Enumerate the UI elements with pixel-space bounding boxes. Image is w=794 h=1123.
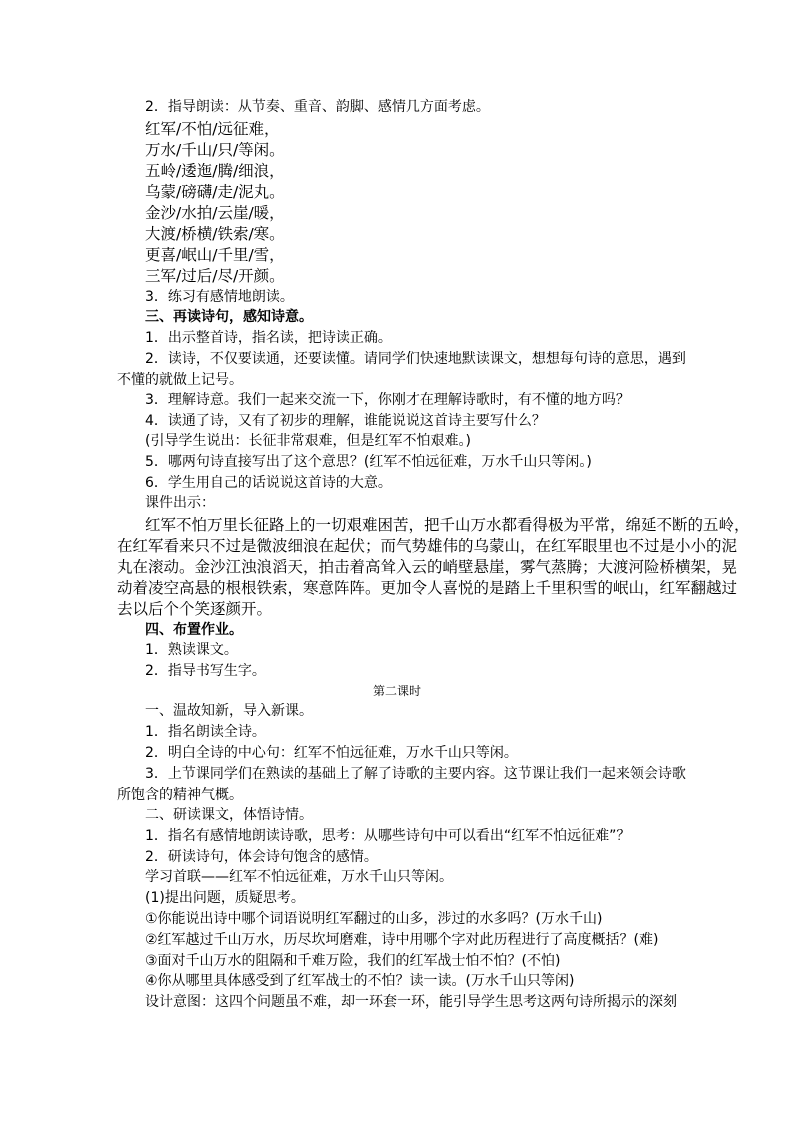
text-line: (1)提出问题，质疑思考。 bbox=[145, 890, 305, 906]
text-line: 3．理解诗意。我们一起来交流一下，你刚才在理解诗歌时，有不懂的地方吗？ bbox=[145, 392, 630, 408]
paragraph-line: 丸在滚动。金沙江浊浪滔天，拍击着高耸入云的峭壁悬崖，雾气蒸腾；大渡河险桥横架，晃 bbox=[117, 558, 738, 576]
text-line: 1．熟读课文。 bbox=[145, 642, 238, 658]
text-line: 2．读诗，不仅要读通，还要读懂。请同学们快速地默读课文，想想每句诗的意思，遇到 bbox=[145, 351, 686, 367]
text-line: 1．出示整首诗，指名读，把诗读正确。 bbox=[145, 330, 392, 346]
poem-line: 红军/不怕/远征难， bbox=[145, 120, 280, 138]
text-line: 2．指导朗读：从节奏、重音、韵脚、感情几方面考虑。 bbox=[145, 99, 490, 115]
section-heading: 一、温故知新，导入新课。 bbox=[145, 703, 313, 719]
text-line: 学习首联——红军不怕远征难，万水千山只等闲。 bbox=[145, 869, 453, 885]
text-line: 1．指名朗读全诗。 bbox=[145, 724, 266, 740]
poem-line: 万水/千山/只/等闲。 bbox=[145, 141, 285, 159]
section-heading: 四、布置作业。 bbox=[145, 622, 243, 638]
paragraph-line: 去以后个个笑逐颜开。 bbox=[117, 600, 273, 618]
text-line: 4．读通了诗，又有了初步的理解，谁能说说这首诗主要写什么？ bbox=[145, 413, 546, 429]
text-line: 3．上节课同学们在熟读的基础上了解了诗歌的主要内容。这节课让我们一起来领会诗歌 bbox=[145, 766, 686, 782]
question-line: ①你能说出诗中哪个词语说明红军翻过的山多，涉过的水多吗？(万水千山) bbox=[145, 911, 603, 927]
lesson-title: 第二课时 bbox=[372, 684, 421, 698]
paragraph-line: 在红军看来只不过是微波细浪在起伏；而气势雄伟的乌蒙山，在红军眼里也不过是小小的泥 bbox=[117, 537, 738, 555]
question-line: ②红军越过千山万水，历尽坎坷磨难，诗中用哪个字对此历程进行了高度概括？(难) bbox=[145, 932, 659, 948]
question-line: ③面对千山万水的阻隔和千难万险，我们的红军战士怕不怕？(不怕) bbox=[145, 953, 561, 969]
text-line: 3．练习有感情地朗读。 bbox=[145, 289, 294, 305]
paragraph-line: 红军不怕万里长征路上的一切艰难困苦，把千山万水都看得极为平常，绵延不断的五岭， bbox=[145, 516, 750, 534]
section-heading: 三、再读诗句，感知诗意。 bbox=[145, 309, 313, 325]
text-line: 1．指名有感情地朗读诗歌，思考：从哪些诗句中可以看出“红军不怕远征难”？ bbox=[145, 828, 631, 844]
text-line: 所饱含的精神气概。 bbox=[117, 787, 243, 803]
poem-line: 大渡/桥横/铁索/寒。 bbox=[145, 225, 285, 243]
poem-line: 金沙/水拍/云崖/暖， bbox=[145, 204, 285, 222]
text-line: 2．研读诗句，体会诗句饱含的感情。 bbox=[145, 849, 378, 865]
text-line: 6．学生用自己的话说说这首诗的大意。 bbox=[145, 475, 392, 491]
text-line: (引导学生说出：长征非常艰难，但是红军不怕艰难。) bbox=[145, 433, 471, 449]
text-line: 2．明白全诗的中心句：红军不怕远征难，万水千山只等闲。 bbox=[145, 745, 518, 761]
paragraph-line: 动着凌空高悬的根根铁索，寒意阵阵。更加令人喜悦的是踏上千里积雪的岷山，红军翻越过 bbox=[117, 579, 738, 597]
poem-line: 乌蒙/磅礴/走/泥丸。 bbox=[145, 183, 285, 201]
text-line: 2．指导书写生字。 bbox=[145, 663, 266, 679]
poem-line: 更喜/岷山/千里/雪， bbox=[145, 246, 285, 264]
poem-line: 五岭/逶迤/腾/细浪， bbox=[145, 162, 285, 180]
text-line: 设计意图：这四个问题虽不难，却一环套一环，能引导学生思考这两句诗所揭示的深刻 bbox=[145, 994, 677, 1010]
text-line: 不懂的就做上记号。 bbox=[117, 372, 243, 388]
section-heading: 二、研读课文，体悟诗情。 bbox=[145, 807, 313, 823]
question-line: ④你从哪里具体感受到了红军战士的不怕？读一读。(万水千山只等闲) bbox=[145, 973, 575, 989]
text-line: 课件出示： bbox=[145, 495, 215, 511]
text-line: 5．哪两句诗直接写出了这个意思？(红军不怕远征难，万水千山只等闲。) bbox=[145, 454, 592, 470]
poem-line: 三军/过后/尽/开颜。 bbox=[145, 267, 285, 285]
